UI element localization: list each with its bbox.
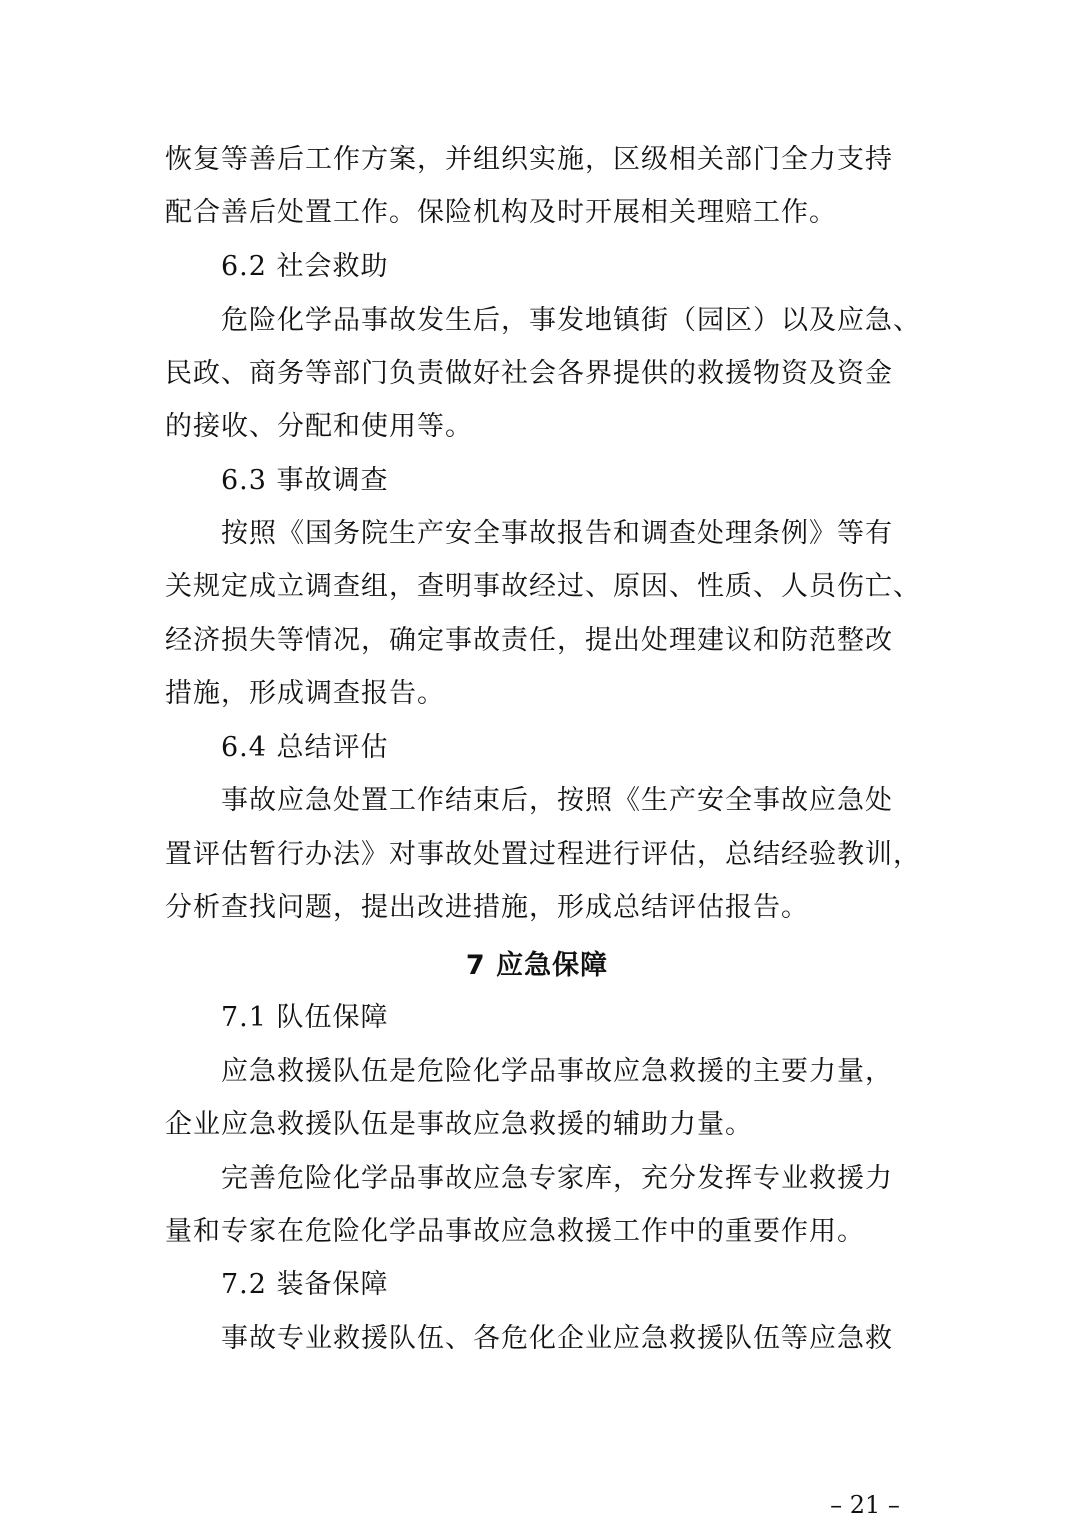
paragraph-line: 恢复等善后工作方案，并组织实施，区级相关部门全力支持 bbox=[165, 144, 893, 175]
section-heading-7-1: 7.1 队伍保障 bbox=[221, 1002, 389, 1033]
paragraph-line: 经济损失等情况，确定事故责任，提出处理建议和防范整改 bbox=[165, 625, 893, 656]
paragraph-line: 应急救援队伍是危险化学品事故应急救援的主要力量， bbox=[221, 1056, 893, 1087]
section-heading-7-2: 7.2 装备保障 bbox=[221, 1269, 389, 1300]
page-number: – 21 – bbox=[830, 1491, 900, 1519]
paragraph-line: 完善危险化学品事故应急专家库，充分发挥专业救援力 bbox=[221, 1163, 893, 1194]
paragraph-line: 关规定成立调查组，查明事故经过、原因、性质、人员伤亡、 bbox=[165, 571, 921, 602]
paragraph-line: 企业应急救援队伍是事故应急救援的辅助力量。 bbox=[165, 1109, 753, 1140]
paragraph-line: 民政、商务等部门负责做好社会各界提供的救援物资及资金 bbox=[165, 358, 893, 389]
paragraph-line: 事故应急处置工作结束后，按照《生产安全事故应急处 bbox=[221, 785, 893, 816]
section-heading-6-3: 6.3 事故调查 bbox=[221, 465, 389, 496]
chapter-heading-7: 7 应急保障 bbox=[465, 950, 609, 981]
paragraph-line: 分析查找问题，提出改进措施，形成总结评估报告。 bbox=[165, 892, 809, 923]
paragraph-line: 事故专业救援队伍、各危化企业应急救援队伍等应急救 bbox=[221, 1323, 893, 1354]
paragraph-line: 量和专家在危险化学品事故应急救援工作中的重要作用。 bbox=[165, 1216, 865, 1247]
section-heading-6-2: 6.2 社会救助 bbox=[221, 251, 389, 282]
paragraph-line: 置评估暂行办法》对事故处置过程进行评估，总结经验教训， bbox=[165, 839, 921, 870]
paragraph-line: 按照《国务院生产安全事故报告和调查处理条例》等有 bbox=[221, 518, 893, 549]
paragraph-line: 危险化学品事故发生后，事发地镇街（园区）以及应急、 bbox=[221, 305, 921, 336]
paragraph-line: 的接收、分配和使用等。 bbox=[165, 411, 473, 442]
paragraph-line: 配合善后处置工作。保险机构及时开展相关理赔工作。 bbox=[165, 197, 837, 228]
section-heading-6-4: 6.4 总结评估 bbox=[221, 732, 389, 763]
paragraph-line: 措施，形成调查报告。 bbox=[165, 678, 445, 709]
